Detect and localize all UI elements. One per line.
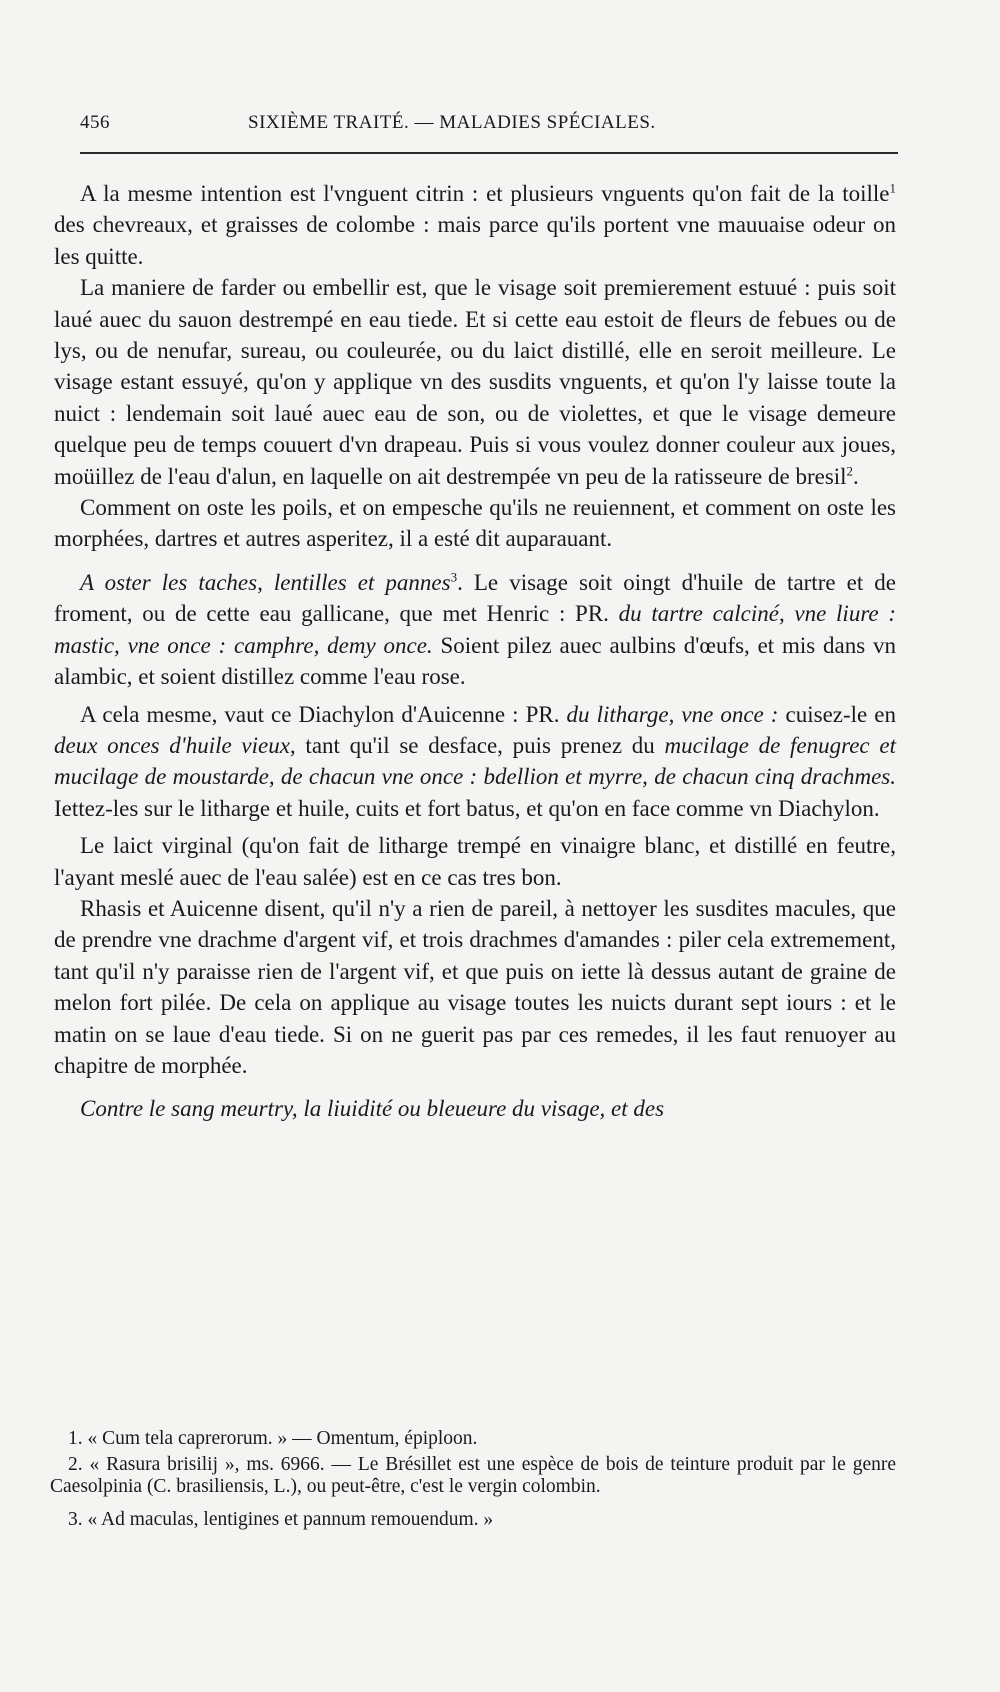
paragraph-3: Comment on oste les poils, et on empesche qu'ils ne reuiennent, et comment on oste les morphées, dartres et autres asperitez, il a esté dit auparauant. — [54, 495, 896, 552]
rubric-taches: A oster les taches, lentilles et pannes — [80, 569, 451, 595]
footnote-3: 3. « Ad maculas, lentigines et pannum remouendum. » — [68, 1508, 494, 1530]
paragraph-8 — [54, 1093, 896, 1124]
header-rule — [80, 152, 898, 154]
running-title: SIXIÈME TRAITÉ. — MALADIES SPÉCIALES. — [248, 112, 656, 133]
footnote-1: 1. « Cum tela caprerorum. » — Omentum, épiploon. — [68, 1428, 478, 1449]
footnote-ref-2: 2 — [846, 463, 854, 478]
rubric-sang-meurtry: Contre le sang meurtry, la liuidité ou bleueure du visage, et des — [80, 1096, 665, 1122]
paragraph-4: A oster les taches, lentilles et pannes$^3$. Le visage soit oingt d'huile de tartre et de froment, ou de cette eau gallicane, que met Henric : PR. du tartre calciné, vne liure : mastic, vne once : camphre, demy once. Soient pilez auec aulbins d'œufs, et mis dans vn alambic, et soient distillez comme l'eau rose. — [54, 569, 896, 690]
footnote-ref-3: 3 — [450, 569, 458, 585]
footnote-2: 2. « Rasura brisilij », ms. 6966. — Le Brésillet est une espèce de bois de teinture produit par le genre Caesolpinia (C. brasiliensis, L.), ou peut-être, c'est le vergin colombin. — [50, 1453, 896, 1497]
paragraph-2: La maniere de farder ou embellir est, que le visage soit premierement estuué : puis soit laué auec du sauon destrempé en eau tiede. Et si cette eau estoit de fleurs de febues ou de lys, ou de nenufar, sureau, ou couleurée, ou du laict distillé, elle en seroit meilleure. Le visage estant essuyé, qu'on y applique vn des susdits vnguents, et qu'on l'y laisse toute la nuict : lendemain soit laué auec eau de son, ou de violettes, et que le visage demeure quelque peu de temps couuert d'vn drapeau. Puis si vous voulez donner couleur aux joues, moüillez de l'eau d'alun, en laquelle on ait destrempée vn peu de la ratisseure de bresil$^2$. — [54, 275, 896, 489]
paragraph-6: Le laict virginal (qu'on fait de litharge trempé en vinaigre blanc, et distillé en feutre, l'ayant meslé auec de l'eau salée) est en ce cas tres bon. — [54, 833, 896, 890]
running-header — [80, 112, 900, 142]
paragraph-7: Rhasis et Auicenne disent, qu'il n'y a rien de pareil, à nettoyer les susdites macules, que de prendre vne drachme d'argent vif, et trois drachmes d'amandes : piler cela extremement, tant qu'il n'y paraisse rien de l'argent vif, et que puis on iette là dessus autant de graine de melon fort pilée. De cela on applique au visage toutes les nuicts durant sept iours : et le matin on se laue d'eau tiede. Si on ne guerit pas par ces remedes, il les faut renuoyer au chapitre de morphée. — [54, 895, 896, 1078]
paragraph-5: A cela mesme, vaut ce Diachylon d'Auicenne : PR. du litharge, vne once : cuisez-le en deux onces d'huile vieux, tant qu'il se desface, puis prenez du mucilage de fenugrec et mucilage de moustarde, de chacun vne once : bdellion et myrre, de chacun cinq drachmes. Iettez-les sur le litharge et huile, cuits et fort batus, et qu'on en face comme vn Diachylon. — [54, 701, 896, 821]
footnotes — [50, 1428, 896, 1534]
main-text — [54, 178, 896, 1125]
footnote-ref-1: 1 — [889, 180, 896, 196]
paragraph-1: A la mesme intention est l'vnguent citrin : et plusieurs vnguents qu'on fait de la toille$^1$ des chevreaux, et graisses de colombe : mais parce qu'ils portent vne mauuaise odeur on les quitte. — [54, 180, 896, 269]
page-number: 456 — [80, 112, 110, 133]
